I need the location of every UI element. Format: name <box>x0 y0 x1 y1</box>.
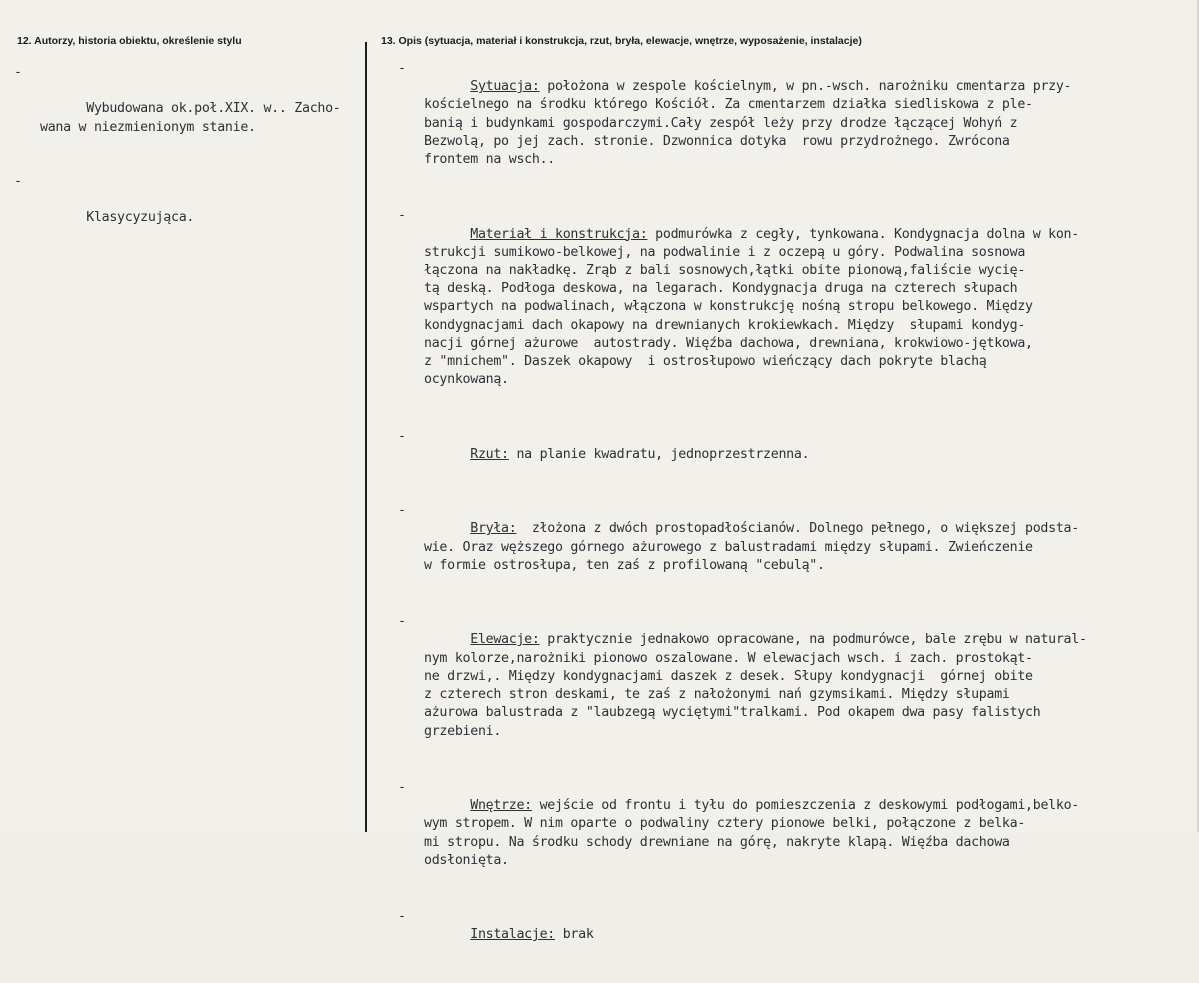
style-entry <box>14 173 364 246</box>
section-12-content <box>14 64 364 264</box>
situation-entry <box>398 60 1198 187</box>
bullet-dash: - <box>14 65 22 80</box>
bullet-dash: - <box>398 614 406 630</box>
column-divider <box>365 42 367 832</box>
bullet-dash: - <box>398 503 406 519</box>
section-13-header: 13. Opis (sytuacja, materiał i konstrukcja, rzut, bryła, elewacje, wnętrze, wyposażenie, instalacje) <box>381 35 862 47</box>
bullet-dash: - <box>14 174 22 190</box>
elevations-entry <box>398 613 1198 759</box>
entry-heading: Instalacje: <box>470 927 555 943</box>
entry-text: złożona z dwóch prostopadłościanów. Dolnego pełnego, o większej podsta- wie. Oraz węższego górnego ażurowego z balustradami między słupami. Zwieńczenie w formie ostrosłupa, ten zaś z profilowaną "cebulą". <box>424 521 1079 573</box>
entry-text: brak <box>555 927 594 943</box>
entry-text: na planie kwadratu, jednoprzestrzenna. <box>508 446 810 462</box>
plan-entry <box>398 428 1198 483</box>
entry-text: położona w zespole kościelnym, w pn.-wsch. narożniku cmentarza przy- kościelnego na środku którego Kościół. Za cmentarzem działka siedliskowa z ple- banią i budynkami gospodarczymi.Cały zespół leży przy drodze łączącej Wohyń z Bezwolą, po jej zach. stronie. Dzwonnica dotyka rowu przydrożnego. Zwrócona frontem na wsch.. <box>424 79 1072 168</box>
entry-heading: Sytuacja: <box>470 79 540 95</box>
bullet-dash: - <box>398 428 406 444</box>
entry-heading: Bryła: <box>470 521 517 537</box>
history-entry <box>14 64 364 155</box>
entry-heading: Wnętrze: <box>470 798 532 814</box>
bullet-dash: - <box>398 208 406 224</box>
section-12-header: 12. Autorzy, historia obiektu, określenie stylu <box>17 35 242 47</box>
bullet-dash: - <box>398 779 406 795</box>
entry-text: Klasycyzująca. <box>86 210 195 226</box>
material-entry <box>398 207 1198 407</box>
entry-heading: Materiał i konstrukcja: <box>470 226 648 242</box>
section-13-content <box>398 60 1198 983</box>
entry-text: praktycznie jednakowo opracowane, na podmurówce, bale zrębu w natural- nym kolorze,narożniki pionowo oszalowane. W elewacjach wsch. i zach. prostokąt- ne drzwi,. Między kondygnacjami daszek z desek. Słupy kondygnacji górnej obite z czterech stron deskami, te zaś z nałożonymi nań gzymsikami. Między słupami ażurowa balustrada z "laubzegą wyciętymi"tralkami. Pod okapem dwa pasy falistych grzebieni. <box>424 632 1087 739</box>
entry-text: wejście od frontu i tyłu do pomieszczenia z deskowymi podłogami,belko- wym stropem. W nim oparte o podwaliny cztery pionowe belki, połączone z belka- mi stropu. Na środku schody drewniane na górę, nakryte klapą. Więźba dachowa odsłonięta. <box>424 798 1079 868</box>
installations-entry <box>398 908 1198 963</box>
entry-heading: Rzut: <box>470 446 509 462</box>
bullet-dash: - <box>398 61 406 76</box>
entry-text: Wybudowana ok.poł.XIX. w.. Zacho- wana w niezmienionym stanie. <box>40 101 341 135</box>
massing-entry <box>398 502 1198 593</box>
entry-heading: Elewacje: <box>470 632 540 648</box>
entry-text: podmurówka z cegły, tynkowana. Kondygnacja dolna w kon- strukcji sumikowo-belkowej, na podwalinie i z oczepą u góry. Podwalina sosnowa łączona na nakładkę. Zrąb z bali sosnowych,łątki obite pionową,faliście wycię- tą deską. Podłoga deskowa, na legarach. Kondygnacja druga na czterech słupach wspartych na podwalinach, włączona w konstrukcję nośną stropu belkowego. Między kondygnacjami dach okapowy na drewnianych krokiewkach. Między słupami kondyg- nacji górnej ażurowe autostrady. Więźba dachowa, drewniana, krokwiowo-jętkowa, z "mnichem". Daszek okapowy i ostrosłupowo wieńczący dach pokryte blachą ocynkowaną. <box>424 226 1079 388</box>
interior-entry <box>398 779 1198 888</box>
bullet-dash: - <box>398 909 406 925</box>
